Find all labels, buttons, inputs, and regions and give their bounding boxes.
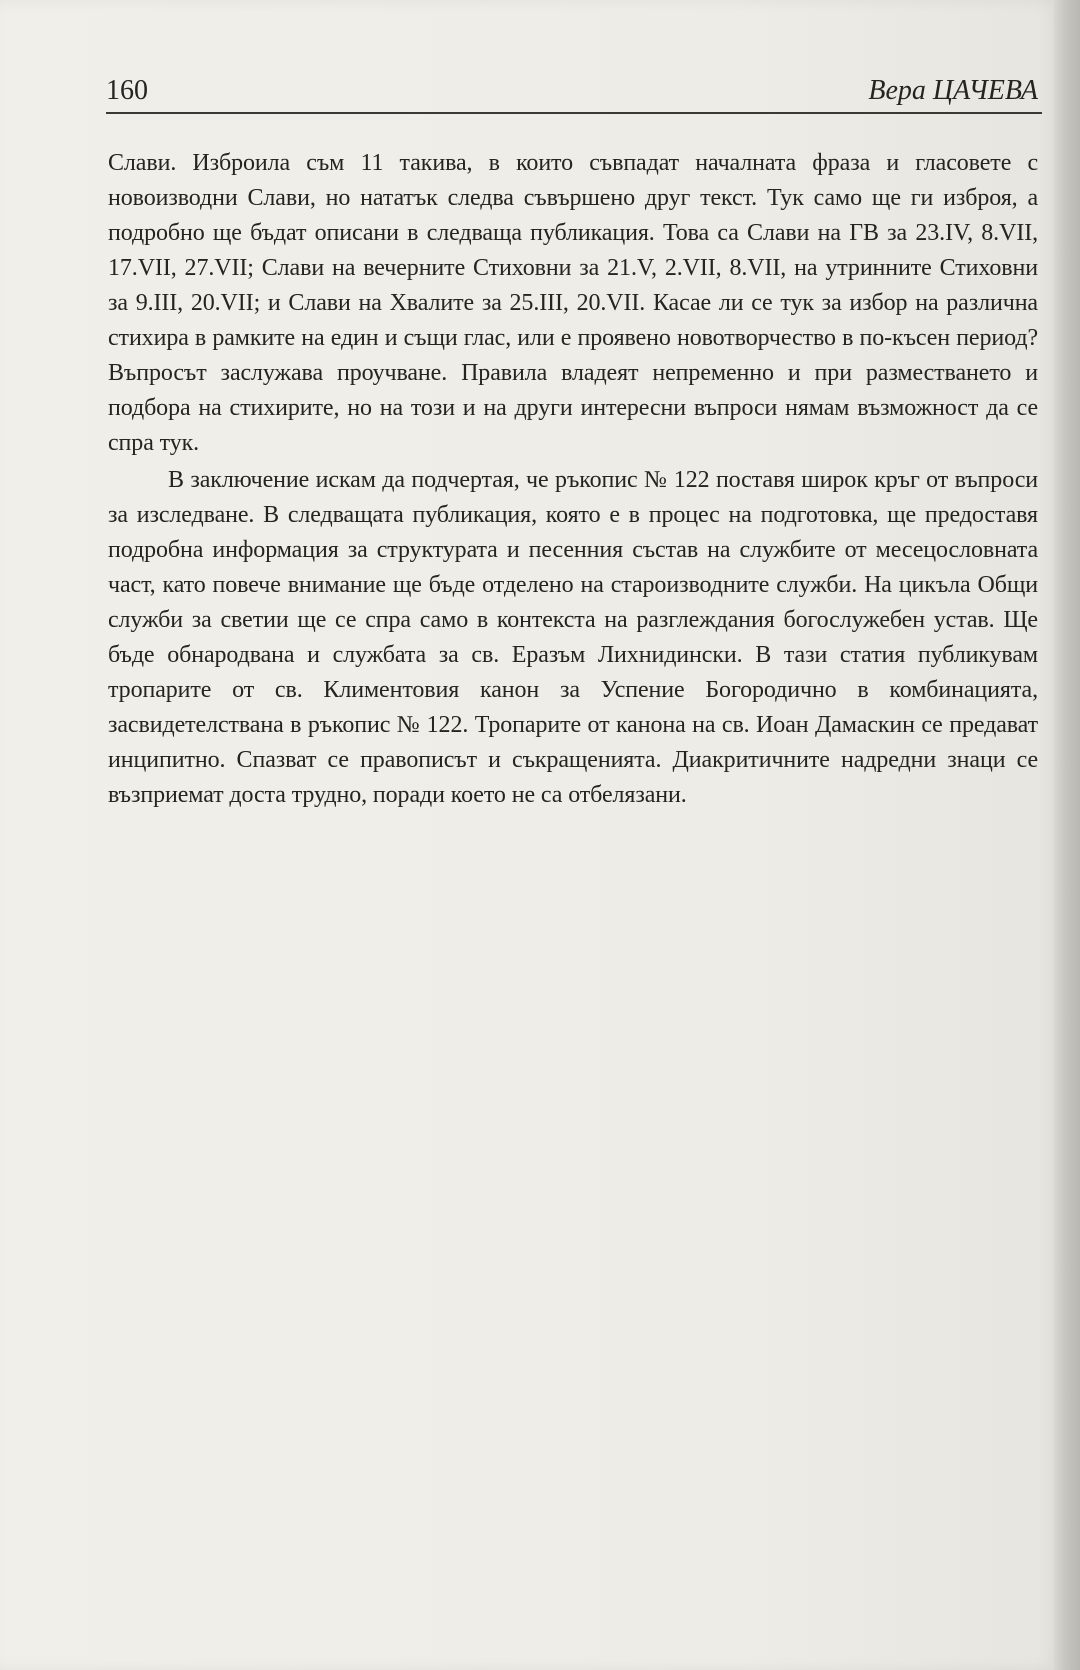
main-text xyxy=(108,146,1038,813)
page-header xyxy=(106,74,1044,112)
page-edge xyxy=(1054,0,1080,1670)
paragraph-1: Слави. Изброила съм 11 такива, в които съвпадат началната фраза и гласовете с новоизводни Слави, но нататък следва съвършено друг текст. Тук само ще ги изброя, а подробно ще бъдат описани в следваща публикация. Това са Слави на ГВ за 23.IV, 8.VII, 17.VII, 27.VII; Слави на вечерните Стиховни за 21.V, 2.VII, 8.VII, на утринните Стиховни за 9.III, 20.VII; и Слави на Хвалите за 25.III, 20.VII. Касае ли се тук за избор на различна стихира в рамките на един и същи глас, или е проявено новотворчество в по-късен период? Въпросът заслужава проучване. Правила владеят непременно и при разместването и подбора на стихирите, но на този и на други интересни въпроси нямам възможност да се спра тук. xyxy=(108,150,1038,456)
paragraph-2: В заключение искам да подчертая, че ръкопис № 122 поставя широк кръг от въпроси за изследване. В следващата публикация, която е в процес на подготовка, ще предоставя подробна информация за структурата и песенния състав на службите от месецословната част, като повече внимание ще бъде отделено на староизводните служби. На цикъла Общи служби за светии ще се спра само в контекста на разглеждания богослужебен устав. Ще бъде обнародвана и службата за св. Еразъм Лихнидински. В тази статия публикувам тропарите от св. Климентовия канон за Успение Богородично в комбинацията, засвидетелствана в ръкопис № 122. Тропарите от канона на св. Иоан Дамаскин се предават инципитно. Спазват се правописът и съкращенията. Диакритичните надредни знаци се възприемат доста трудно, поради което не са отбелязани. xyxy=(108,467,1038,808)
running-title-author: Вера ЦАЧЕВА xyxy=(868,75,1038,106)
page-number: 160 xyxy=(106,75,148,106)
header-rule xyxy=(106,112,1042,114)
